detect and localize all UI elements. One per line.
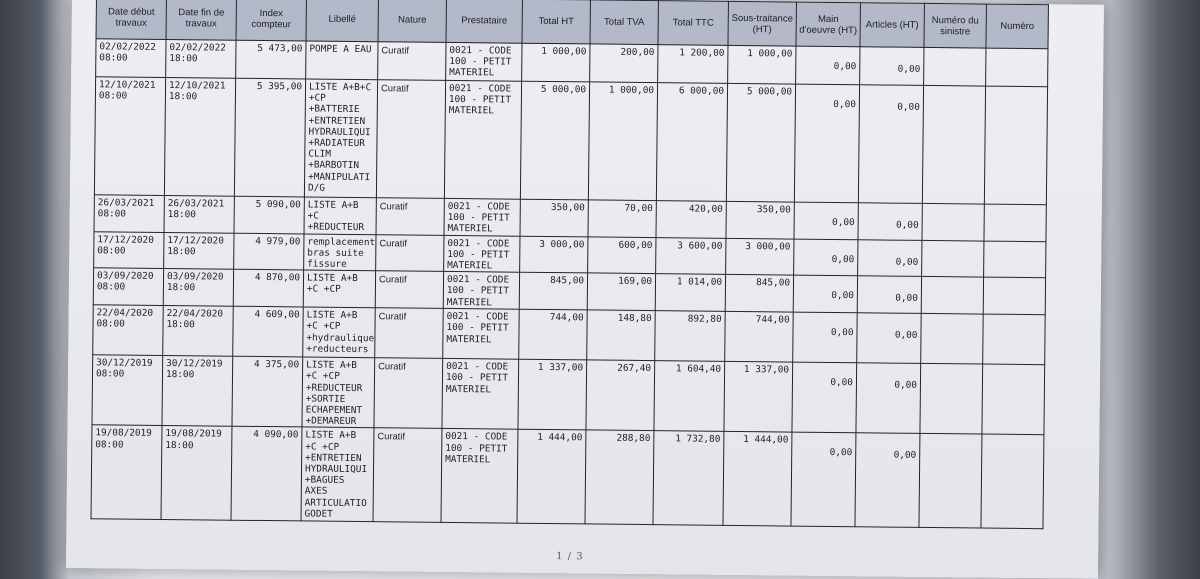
cell-date-debut: 26/03/2021 08:00 — [94, 195, 164, 232]
cell-numero — [983, 314, 1046, 365]
cell-prestataire: 0021 - CODE 100 - PETIT MATERIEL — [443, 272, 519, 310]
cell-prestataire: 0021 - CODE 100 - PETIT MATERIEL — [444, 80, 521, 199]
col-header-date-fin: Date fin de travaux — [166, 0, 236, 40]
cell-date-debut: 30/12/2019 08:00 — [92, 355, 163, 426]
cell-index: 4 979,00 — [234, 233, 304, 270]
cell-prestataire: 0021 - CODE 100 - PETIT MATERIEL — [442, 359, 519, 430]
cell-index: 4 375,00 — [232, 356, 303, 427]
col-header-total-ttc: Total TTC — [658, 1, 728, 46]
cell-total-ttc: 892,80 — [655, 311, 726, 362]
cell-libelle: LISTE A+B +C +CP +hydraulique +reducteurs — [303, 307, 376, 358]
cell-total-ht: 1 337,00 — [518, 359, 587, 430]
cell-numero — [981, 434, 1044, 529]
cell-sous-traitance: 1 000,00 — [728, 45, 796, 84]
cell-total-ttc: 6 000,00 — [656, 83, 727, 202]
cell-total-ht: 1 444,00 — [517, 430, 586, 525]
cell-date-fin: 26/03/2021 18:00 — [164, 195, 234, 232]
cell-numero-sinistre — [921, 314, 984, 365]
cell-numero-sinistre — [921, 277, 983, 315]
cell-date-debut: 19/08/2019 08:00 — [91, 425, 162, 520]
cell-total-ht: 5 000,00 — [520, 81, 589, 200]
cell-index: 5 395,00 — [234, 78, 305, 197]
col-header-date-debut: Date début travaux — [96, 0, 166, 39]
cell-total-tva: 600,00 — [588, 237, 656, 274]
cell-numero-sinistre — [922, 240, 984, 277]
cell-total-tva: 200,00 — [590, 44, 658, 83]
cell-numero-sinistre — [922, 85, 985, 204]
cell-main-oeuvre: 0,00 — [794, 239, 858, 276]
cell-total-ht: 3 000,00 — [520, 236, 588, 273]
cell-total-tva: 169,00 — [587, 273, 655, 311]
cell-total-ht: 845,00 — [519, 272, 587, 310]
cell-numero-sinistre — [922, 203, 984, 240]
cell-total-ttc: 1 014,00 — [655, 274, 725, 312]
cell-date-debut: 22/04/2020 08:00 — [93, 305, 164, 356]
cell-nature: Curatif — [376, 234, 444, 271]
cell-date-fin: 12/10/2021 18:00 — [164, 77, 235, 196]
cell-index: 4 090,00 — [231, 427, 302, 522]
cell-total-tva: 70,00 — [588, 200, 656, 237]
cell-libelle: LISTE A+B +C +CP — [303, 270, 375, 308]
cell-sous-traitance: 5 000,00 — [726, 83, 795, 202]
col-header-nature: Nature — [378, 0, 446, 42]
cell-main-oeuvre: 0,00 — [793, 275, 857, 313]
cell-numero-sinistre — [920, 364, 983, 435]
cell-total-tva: 267,40 — [586, 360, 655, 431]
cell-index: 5 473,00 — [236, 40, 306, 79]
cell-index: 4 609,00 — [233, 306, 304, 357]
cell-index: 5 090,00 — [234, 196, 304, 233]
col-header-sous-traitance: Sous-traitance (HT) — [728, 1, 796, 46]
col-header-main-oeuvre: Main d'oeuvre (HT) — [796, 2, 860, 47]
cell-sous-traitance: 1 337,00 — [724, 362, 793, 433]
cell-numero — [982, 364, 1045, 435]
cell-nature: Curatif — [374, 358, 443, 429]
cell-prestataire: 0021 - CODE 100 - PETIT MATERIEL — [443, 309, 520, 360]
cell-articles: 0,00 — [860, 47, 924, 86]
cell-articles: 0,00 — [857, 313, 922, 364]
cell-date-fin: 03/09/2020 18:00 — [163, 269, 233, 307]
cell-numero — [986, 48, 1048, 87]
cell-main-oeuvre: 0,00 — [794, 84, 859, 203]
col-header-libelle: Libellé — [306, 0, 378, 42]
cell-total-ttc: 1 200,00 — [658, 45, 728, 84]
cell-sous-traitance: 350,00 — [726, 201, 794, 238]
cell-total-ttc: 1 732,80 — [653, 431, 724, 526]
cell-articles: 0,00 — [858, 85, 923, 204]
cell-libelle: remplacement bras suite fissure — [304, 234, 376, 271]
cell-date-fin: 22/04/2020 18:00 — [163, 306, 234, 357]
cell-date-fin: 02/02/2022 18:00 — [166, 39, 236, 78]
cell-nature: Curatif — [376, 80, 445, 199]
cell-libelle: LISTE A+B +C +REDUCTEUR — [304, 197, 376, 234]
cell-main-oeuvre: 0,00 — [794, 202, 858, 239]
cell-total-ht: 1 000,00 — [522, 43, 590, 82]
cell-date-debut: 12/10/2021 08:00 — [94, 77, 165, 196]
cell-libelle: POMPE A EAU — [306, 41, 378, 80]
cell-main-oeuvre: 0,00 — [792, 362, 857, 433]
cell-sous-traitance: 1 444,00 — [723, 432, 792, 527]
document-page — [66, 0, 1104, 579]
interventions-table — [90, 0, 1048, 530]
cell-sous-traitance: 3 000,00 — [726, 238, 794, 275]
cell-main-oeuvre: 0,00 — [796, 46, 860, 85]
cell-index: 4 870,00 — [233, 269, 303, 307]
cell-libelle: LISTE A+B+C +CP +BATTERIE +ENTRETIEN HYDRAULIQUI +RADIATEUR CLIM +BARBOTIN +MANIPULATI D/G — [304, 79, 377, 198]
cell-total-tva: 1 000,00 — [588, 82, 657, 201]
cell-articles: 0,00 — [855, 433, 920, 528]
cell-date-fin: 17/12/2020 18:00 — [164, 232, 234, 269]
cell-libelle: LISTE A+B +C +CP +REDUCTEUR +SORTIE ECHAPEMENT +DEMAREUR — [302, 357, 375, 428]
cell-prestataire: 0021 - CODE 100 - PETIT MATERIEL — [446, 42, 522, 81]
cell-prestataire: 0021 - CODE 100 - PETIT MATERIEL — [444, 235, 520, 272]
cell-numero-sinistre — [924, 47, 986, 86]
cell-articles: 0,00 — [858, 239, 922, 276]
cell-total-ttc: 420,00 — [656, 201, 726, 238]
cell-numero-sinistre — [919, 434, 982, 529]
cell-sous-traitance: 845,00 — [725, 275, 793, 313]
col-header-prestataire: Prestataire — [446, 0, 522, 43]
cell-date-debut: 02/02/2022 08:00 — [96, 39, 166, 78]
cell-total-ht: 744,00 — [519, 309, 588, 360]
table-row — [92, 355, 1045, 435]
cell-nature: Curatif — [376, 198, 444, 235]
col-header-index: Index compteur — [236, 0, 306, 41]
cell-date-fin: 30/12/2019 18:00 — [162, 356, 233, 427]
cell-prestataire: 0021 - CODE 100 - PETIT MATERIEL — [441, 429, 518, 524]
cell-sous-traitance: 744,00 — [725, 312, 794, 363]
cell-nature: Curatif — [373, 428, 442, 523]
cell-nature: Curatif — [378, 42, 446, 81]
cell-articles: 0,00 — [856, 363, 921, 434]
cell-main-oeuvre: 0,00 — [793, 312, 858, 363]
cell-numero — [984, 86, 1047, 205]
cell-nature: Curatif — [375, 308, 444, 359]
cell-prestataire: 0021 - CODE 100 - PETIT MATERIEL — [444, 198, 520, 235]
cell-total-ttc: 3 600,00 — [656, 237, 726, 274]
cell-date-debut: 03/09/2020 08:00 — [93, 268, 163, 306]
col-header-total-tva: Total TVA — [590, 0, 658, 45]
col-header-numero-sinistre: Numéro du sinistre — [924, 3, 986, 48]
cell-libelle: LISTE A+B +C +CP +ENTRETIEN HYDRAULIQUI +BAGUES AXES ARTICULATIO GODET — [301, 427, 374, 522]
cell-date-fin: 19/08/2019 18:00 — [161, 426, 232, 521]
table-row — [91, 425, 1044, 529]
cell-total-tva: 288,80 — [585, 430, 654, 525]
col-header-total-ht: Total HT — [522, 0, 590, 44]
cell-total-ttc: 1 604,40 — [654, 361, 725, 432]
cell-date-debut: 17/12/2020 08:00 — [94, 231, 164, 268]
cell-total-tva: 148,80 — [587, 310, 656, 361]
cell-numero — [983, 277, 1045, 315]
col-header-articles: Articles (HT) — [860, 3, 924, 48]
cell-main-oeuvre: 0,00 — [791, 433, 856, 528]
cell-articles: 0,00 — [857, 276, 921, 314]
cell-numero — [984, 241, 1046, 278]
cell-nature: Curatif — [375, 271, 443, 309]
cell-numero — [984, 204, 1046, 241]
page-indicator: 1 / 3 — [556, 551, 584, 563]
cell-articles: 0,00 — [858, 203, 922, 240]
table-row — [94, 77, 1047, 205]
col-header-numero: Numéro — [986, 4, 1048, 49]
cell-total-ht: 350,00 — [520, 199, 588, 236]
